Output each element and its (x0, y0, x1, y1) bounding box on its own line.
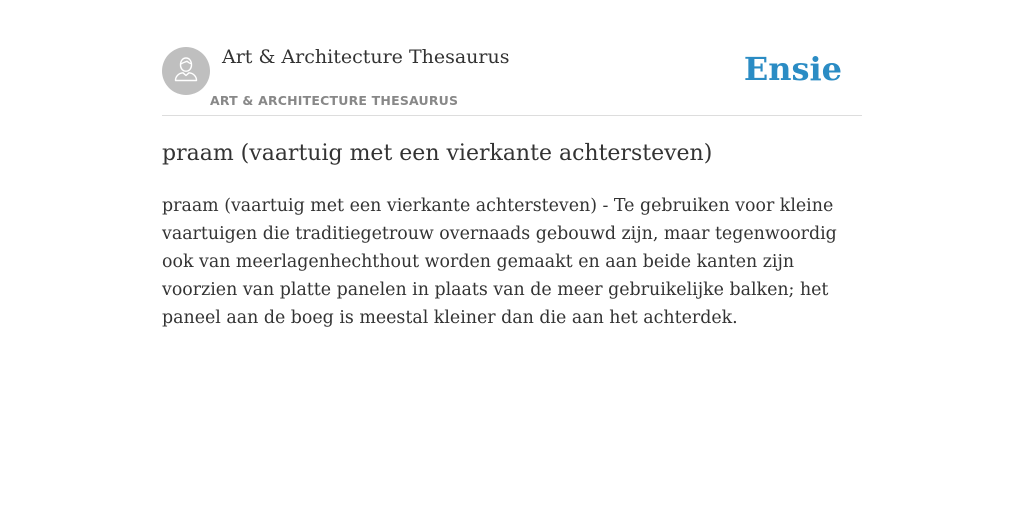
source-label[interactable]: ART & ARCHITECTURE THESAURUS (210, 93, 459, 108)
author-name[interactable]: Art & Architecture Thesaurus (222, 46, 510, 68)
header (162, 0, 862, 116)
avatar[interactable] (162, 47, 210, 95)
content-container (162, 0, 862, 328)
page-title: praam (vaartuig met een vierkante achtersteven) (162, 141, 713, 166)
definition-text: praam (vaartuig met een vierkante achtersteven) - Te gebruiken voor kleine vaartuigen die traditiegetrouw overnaads gebouwd zijn, maar tegenwoordig ook van meerlagenhechthout worden gemaakt en aan beide kanten zijn voorzien van platte panelen in plaats van de meer gebruikelijke balken; het paneel aan de boeg is meestal kleiner dan die aan het achterdek. (162, 196, 837, 328)
brand-logo[interactable]: Ensie (743, 50, 842, 88)
user-silhouette-icon (171, 54, 201, 89)
